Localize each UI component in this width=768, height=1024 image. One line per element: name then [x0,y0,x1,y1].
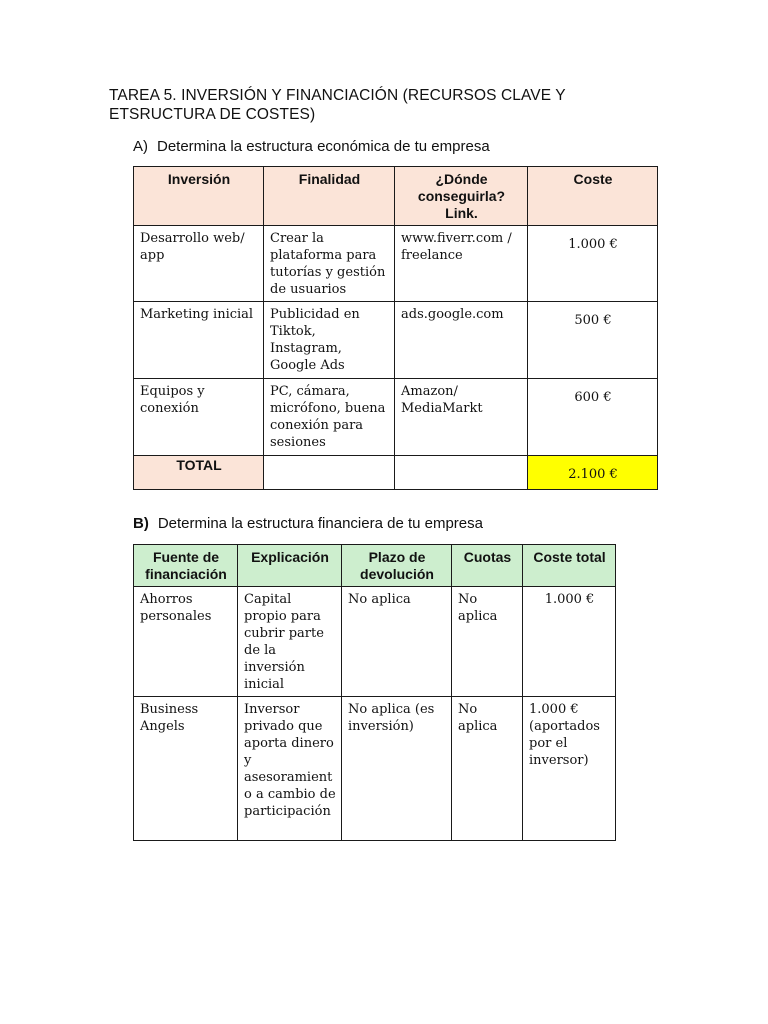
section-b-heading [133,514,483,533]
purpose-cell: Publicidad en Tiktok, Instagram, Google Ads [264,302,395,379]
investment-cell: Desarrollo web/ app [134,226,264,302]
column-header: ¿Dónde conseguirla? Link. [395,167,528,226]
total-cost-cell: 1.000 € [523,587,616,697]
cost-value: 500 € [574,313,612,328]
column-header: Inversión [134,167,264,226]
table-row [134,587,616,697]
purpose-cell: PC, cámara, micrófono, buena conexión para sesiones [264,379,395,456]
total-cost-cell: 1.000 € (aportados por el inversor) [523,697,616,841]
table-row [134,379,658,456]
funding-source-cell: Ahorros personales [134,587,238,697]
table-row [134,302,658,379]
source-cell: ads.google.com [395,302,528,379]
economic-structure-table [133,166,658,490]
total-value: 2.100 € [568,467,618,482]
section-b-letter: B) [133,515,149,532]
cost-cell [528,226,658,302]
table-header-row [134,545,616,587]
section-a-heading-text: Determina la estructura económica de tu empresa [157,138,490,155]
investment-cell: Equipos y conexión [134,379,264,456]
source-cell: www.fiverr.com / freelance [395,226,528,302]
explanation-cell: Inversor privado que aporta dinero y asesoramient o a cambio de participación [238,697,342,841]
cost-cell [528,302,658,379]
investment-cell: Marketing inicial [134,302,264,379]
source-cell: Amazon/ MediaMarkt [395,379,528,456]
repayment-term-cell: No aplica (es inversión) [342,697,452,841]
table-row [134,226,658,302]
table-header-row [134,167,658,226]
cost-value: 600 € [574,390,612,405]
section-a-heading [133,137,490,156]
financial-structure-table [133,544,616,841]
installments-cell: No aplica [452,697,523,841]
section-b-heading-text: Determina la estructura financiera de tu empresa [157,515,483,532]
column-header: Cuotas [452,545,523,587]
total-row [134,456,658,490]
repayment-term-cell: No aplica [342,587,452,697]
cost-value: 1.000 € [568,237,618,252]
explanation-cell: Capital propio para cubrir parte de la inversión inicial [238,587,342,697]
column-header: Explicación [238,545,342,587]
table-row [134,697,616,841]
section-a-letter: A) [133,138,148,155]
column-header: Plazo de devolución [342,545,452,587]
total-label: TOTAL [134,456,264,490]
column-header: Fuente de financiación [134,545,238,587]
empty-cell [395,456,528,490]
installments-cell: No aplica [452,587,523,697]
total-value-cell [528,456,658,490]
empty-cell [264,456,395,490]
funding-source-cell: Business Angels [134,697,238,841]
column-header: Coste [528,167,658,226]
column-header: Finalidad [264,167,395,226]
page-title: TAREA 5. INVERSIÓN Y FINANCIACIÓN (RECURSOS CLAVE Y ETSRUCTURA DE COSTES) [109,87,566,123]
column-header: Coste total [523,545,616,587]
purpose-cell: Crear la plataforma para tutorías y gestión de usuarios [264,226,395,302]
cost-cell [528,379,658,456]
